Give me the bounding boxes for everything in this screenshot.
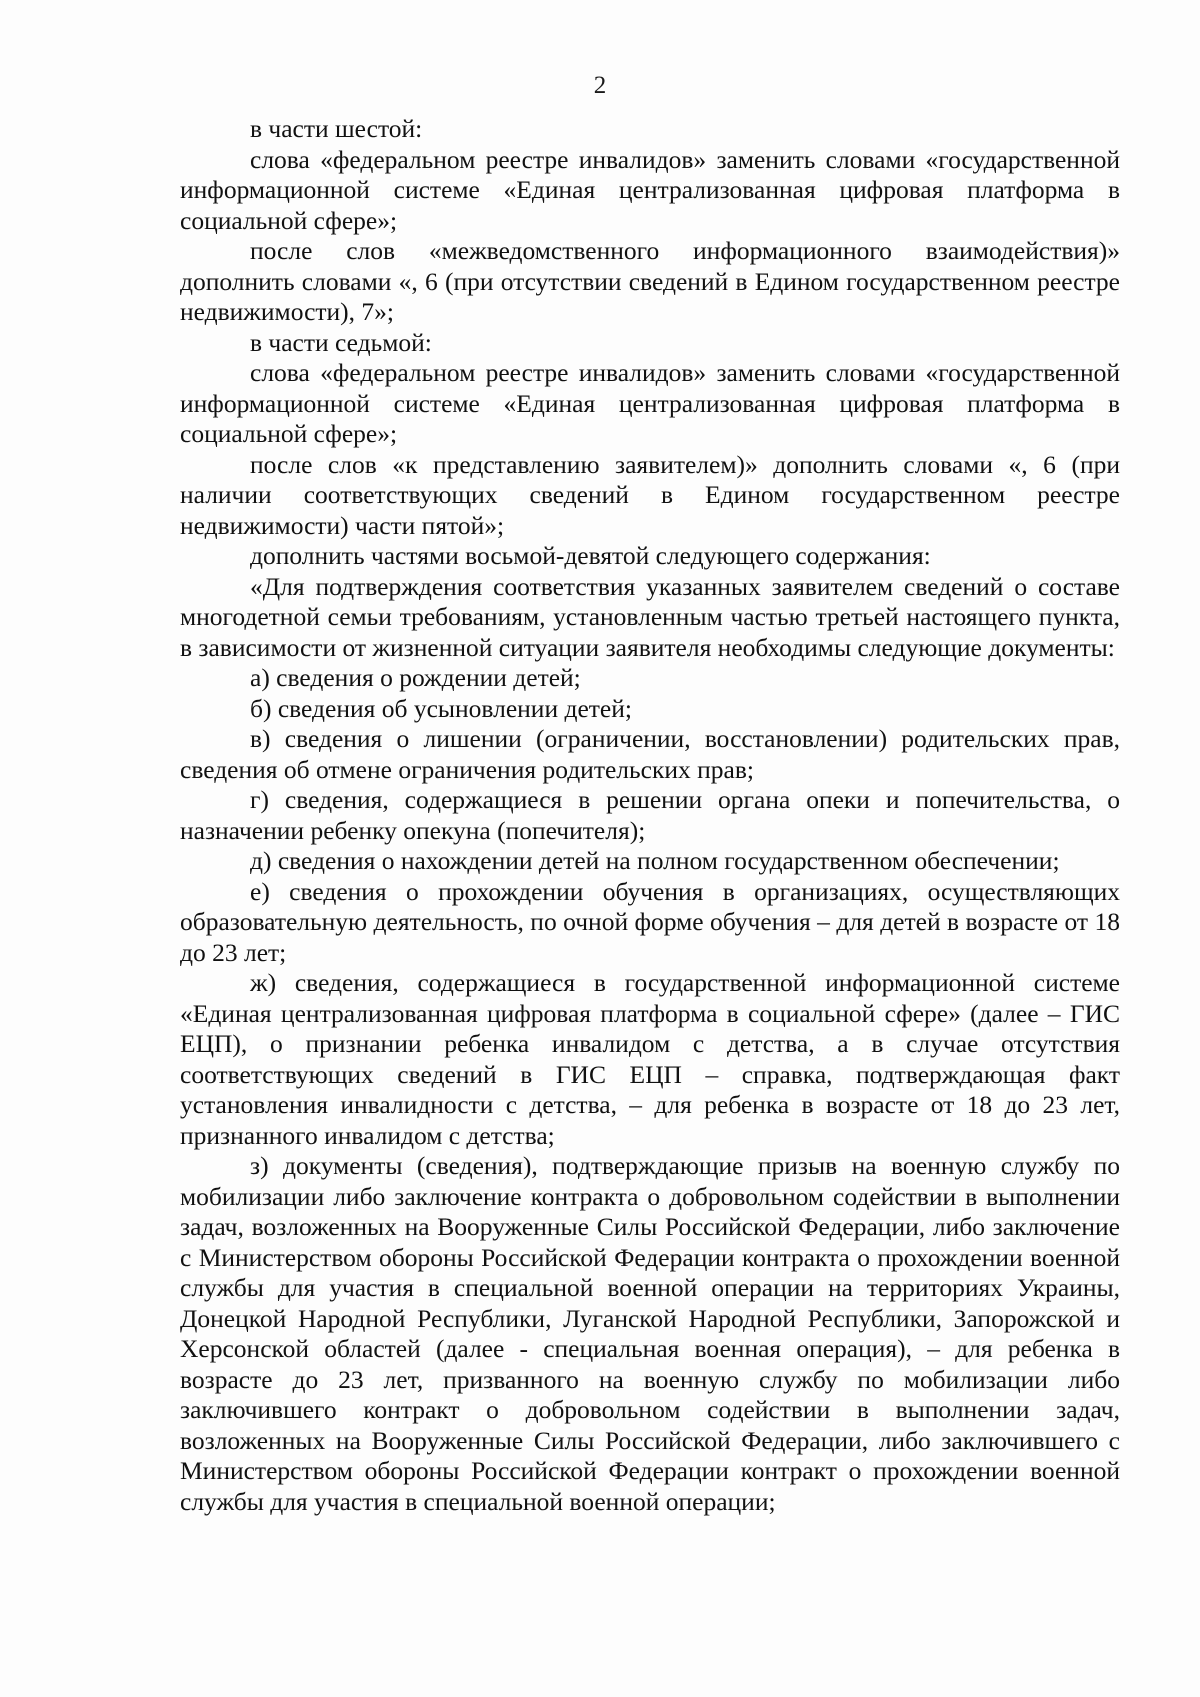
paragraph-10: б) сведения об усыновлении детей;	[250, 693, 632, 723]
paragraph-15: ж) сведения, содержащиеся в государственной информационной системе «Единая централизованная цифровая платформа в социальной сфере» (далее – ГИС ЕЦП), о признании ребенка инвалидом с детства, а в случае отсутствия соответствующих сведений в ГИС ЕЦП – справка, подтверждающая факт установления инвалидности с детства, – для ребенка в возрасте от 18 до 23 лет, признанного инвалидом с детства;	[180, 968, 1120, 1150]
paragraph-8: «Для подтверждения соответствия указанных заявителем сведений о составе многодетной семьи требованиям, установленным частью третьей настоящего пункта, в зависимости от жизненной ситуации заявителя необходимы следующие документы:	[180, 571, 1120, 662]
paragraph-14: е) сведения о прохождении обучения в организациях, осуществляющих образовательную деятельность, по очной форме обучения – для детей в возрасте от 18 до 23 лет;	[180, 876, 1120, 967]
document-body	[180, 114, 1120, 1517]
paragraph-3: после слов «межведомственного информационного взаимодействия)» дополнить словами «, 6 (при отсутствии сведений в Едином государственном реестре недвижимости), 7»;	[180, 236, 1120, 326]
paragraph-11: в) сведения о лишении (ограничении, восстановлении) родительских прав, сведения об отмене ограничения родительских прав;	[180, 724, 1120, 784]
paragraph-12: г) сведения, содержащиеся в решении органа опеки и попечительства, о назначении ребенку опекуна (попечителя);	[180, 785, 1120, 845]
page-number: 2	[593, 72, 607, 99]
paragraph-5: слова «федеральном реестре инвалидов» заменить словами «государственной информационной системе «Единая централизованная цифровая платформа в социальной сфере»;	[180, 358, 1120, 448]
paragraph-4: в части седьмой:	[250, 327, 432, 357]
paragraph-13: д) сведения о нахождении детей на полном государственном обеспечении;	[250, 846, 1060, 875]
paragraph-1: в части шестой:	[250, 114, 423, 143]
paragraph-2: слова «федеральном реестре инвалидов» заменить словами «государственной информационной системе «Единая централизованная цифровая платформа в социальной сфере»;	[180, 144, 1120, 235]
paragraph-7: дополнить частями восьмой-девятой следующего содержания:	[250, 541, 931, 570]
paragraph-16: з) документы (сведения), подтверждающие призыв на военную службу по мобилизации либо заключение контракта о добровольном содействии в выполнении задач, возложенных на Вооруженные Силы Российской Федерации, либо заключение с Министерством обороны Российской Федерации контракта о прохождении военной службы для участия в специальной военной операции на территориях Украины, Донецкой Народной Республики, Луганской Народной Республики, Запорожской и Херсонской областей (далее - специальная военная операция), – для ребенка в возрасте до 23 лет, призванного на военную службу по мобилизации либо заключившего контракт о добровольном содействии в выполнении задач, возложенных на Вооруженные Силы Российской Федерации, либо заключившего с Министерством обороны Российской Федерации контракт о прохождении военной службы для участия в специальной военной операции;	[180, 1151, 1120, 1516]
paragraph-6: после слов «к представлению заявителем)» дополнить словами «, 6 (при наличии соответствующих сведений в Едином государственном реестре недвижимости) части пятой»;	[180, 449, 1120, 540]
paragraph-9: а) сведения о рождении детей;	[250, 663, 581, 692]
